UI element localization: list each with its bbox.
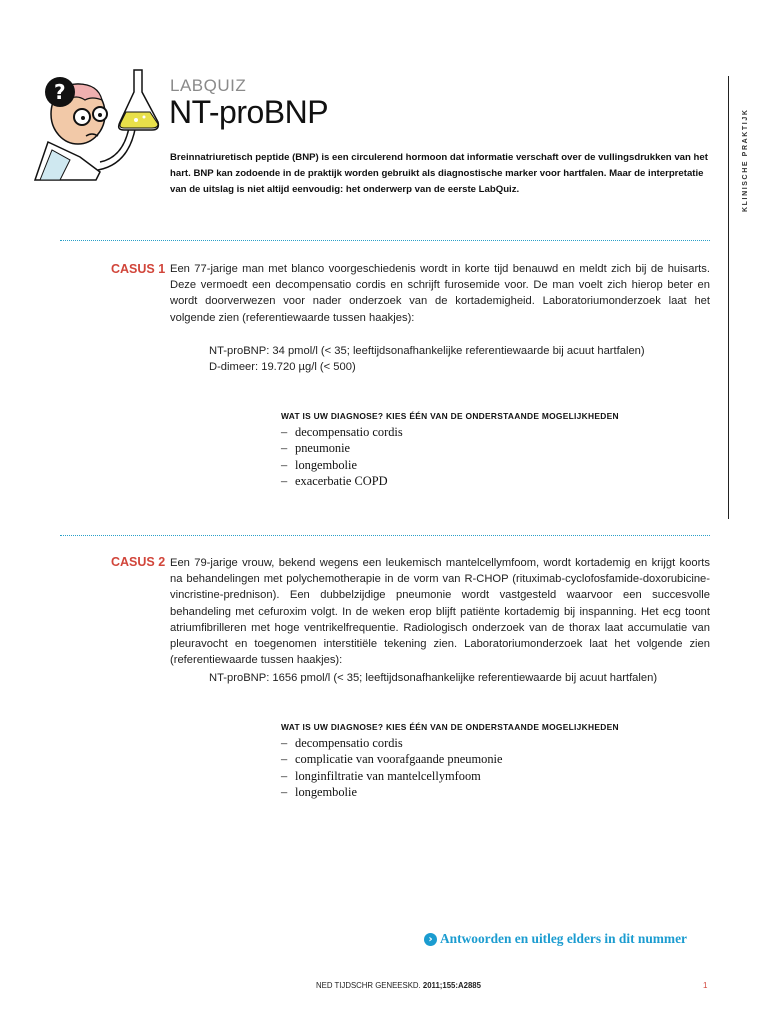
section-kicker: LABQUIZ <box>170 76 247 95</box>
casus-1-text: Een 77-jarige man met blanco voorgeschiedenis wordt in korte tijd benauwd en meldt zich bij de huisarts. Deze vermoedt een decompensatio cordis en schrijft furosemide voor. De man voelt zich hierop beter en wordt doorverwezen voor nader onderzoek van de kortademigheid. Laboratoriumonderzoek laat het volgende zien (referentiewaarde tussen haakjes): <box>170 263 710 324</box>
svg-text:?: ? <box>54 80 66 104</box>
chevron-right-icon: › <box>424 933 437 946</box>
lab-line: NT-proBNP: 1656 pmol/l (< 35; leeftijdsonafhankelijke referentiewaarde bij acuut hartfalen) <box>209 672 658 684</box>
side-rule <box>728 76 729 519</box>
option-item: – complicatie van voorafgaande pneumonie <box>281 752 503 767</box>
option-item: – longembolie <box>281 457 357 472</box>
citation-number: 2011;155:A2885 <box>422 981 481 990</box>
answers-link-label: Antwoorden en uitleg elders in dit nummer <box>440 931 687 946</box>
lab-line: D-dimeer: 19.720 µg/l (< 500) <box>209 361 356 373</box>
answers-link[interactable] <box>424 931 687 947</box>
option-item: – decompensatio cordis <box>281 425 403 439</box>
page-number: 1 <box>703 981 708 990</box>
intro-paragraph: Breinnatriuretisch peptide (BNP) is een circulerend hormoon dat informatie verschaft over de vullingsdrukken van het hart. BNP kan zodoende in de praktijk worden gebruikt als diagnostische marker voor hartfalen. Maar de interpretatie van de uitslag is niet altijd eenvoudig: het onderwerp van de eerste LabQuiz. <box>170 152 708 195</box>
casus-2-lab-results <box>209 670 657 686</box>
casus-2-label: CASUS 2 <box>111 555 166 569</box>
divider-dotted <box>60 535 710 536</box>
option-item: – exacerbatie COPD <box>281 473 388 488</box>
lab-line: NT-proBNP: 34 pmol/l (< 35; leeftijdsonafhankelijke referentiewaarde bij acuut hartfalen) <box>209 345 645 357</box>
casus-1-lab-results <box>209 343 645 375</box>
casus-1-label: CASUS 1 <box>111 262 166 276</box>
casus-1-question: WAT IS UW DIAGNOSE? KIES ÉÉN VAN DE ONDERSTAANDE MOGELIJKHEDEN <box>281 411 619 421</box>
journal-name: NED TIJDSCHR GENEESKD. <box>316 981 421 990</box>
scientist-illustration <box>30 62 170 182</box>
option-item: – longembolie <box>281 784 357 799</box>
page-title: NT-proBNP <box>169 94 329 130</box>
casus-2-text: Een 79-jarige vrouw, bekend wegens een leukemisch mantelcellymfoom, wordt kortademig en krijgt koorts na behandelingen met polychemotherapie in de vorm van R-CHOP (rituximab-cyclofosfamide-doxorubicine-vincristine-prednison). Een dubbelzijdige pneumonie wordt vastgesteld waarvoor een succesvolle behandeling met cefuroxim volgt. In de weken erop blijft patiënte kortademig bij inspanning. Het ecg toont atriumfibrilleren met hoge ventrikelfrequentie. Radiologisch onderzoek van de thorax laat accumulatie van pleuravocht en toegenomen interstitiële tekening zien. Laboratoriumonderzoek laat het volgende zien (referentiewaarde tussen haakjes): <box>170 557 710 667</box>
option-item: – decompensatio cordis <box>281 736 403 750</box>
footer-citation <box>316 981 481 990</box>
option-item: – pneumonie <box>281 441 351 456</box>
side-section-label: KLINISCHE PRAKTIJK <box>742 108 749 212</box>
casus-2-options <box>281 735 502 800</box>
casus-1-options <box>281 424 403 489</box>
option-item: – longinfiltratie van mantelcellymfoom <box>281 768 481 783</box>
divider-dotted <box>60 240 710 241</box>
casus-2-question: WAT IS UW DIAGNOSE? KIES ÉÉN VAN DE ONDERSTAANDE MOGELIJKHEDEN <box>281 722 619 732</box>
